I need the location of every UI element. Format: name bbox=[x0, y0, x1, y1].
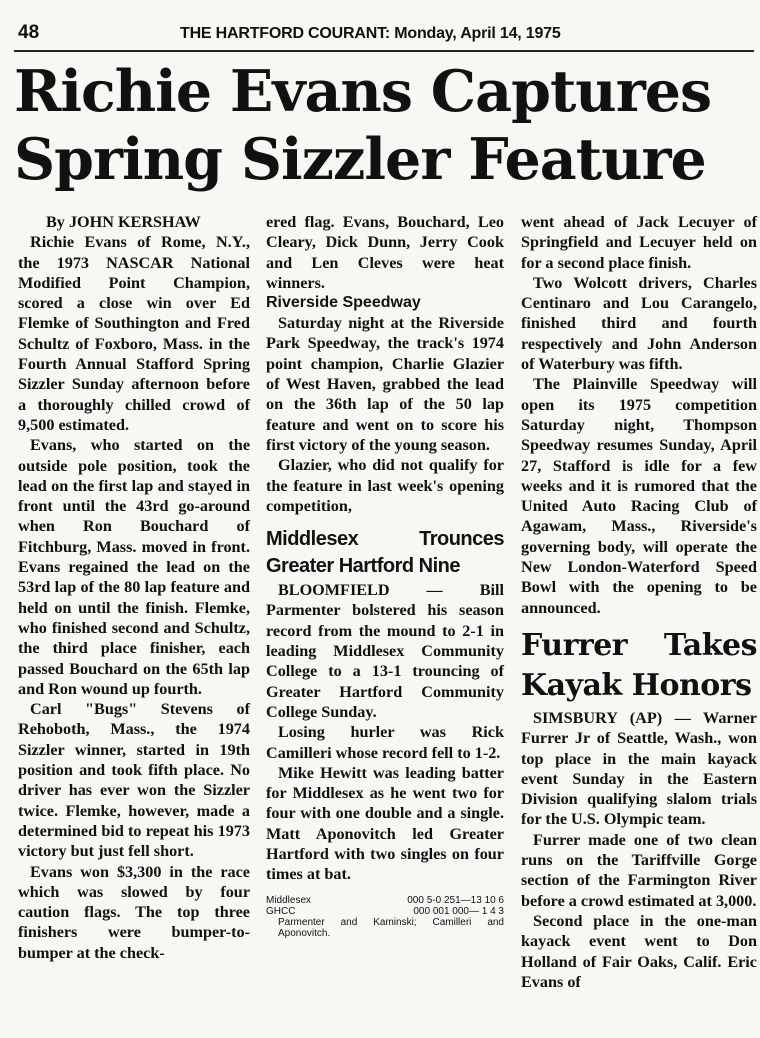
paragraph: BLOOMFIELD — Bill Parmenter bolstered his season record from the mound to 2-1 in leading Middlesex Community College to a 13-1 trouncing of Greater Hartford Community College Sunday. bbox=[266, 581, 504, 721]
paragraph: ered flag. Evans, Bouchard, Leo Cleary, Dick Dunn, Jerry Cook and Len Cleves were heat winners. bbox=[266, 213, 504, 292]
subhead-riverside: Riverside Speedway bbox=[266, 294, 421, 312]
column-3 bbox=[521, 212, 757, 992]
paragraph: Saturday night at the Riverside Park Speedway, the track's 1974 point champion, Charlie Glazier of West Haven, grabbed the lead on the 36th lap of the 50 lap feature and went on to score his first victory of the young season. bbox=[266, 314, 504, 454]
line-score: 000 5-0 251—13 10 6 bbox=[407, 894, 504, 906]
paragraph: Glazier, who did not qualify for the feature in last week's opening competition, bbox=[266, 456, 504, 515]
box-score bbox=[266, 895, 504, 939]
masthead-rule bbox=[14, 50, 754, 52]
team-name: GHCC bbox=[266, 905, 296, 917]
byline: By JOHN KERSHAW bbox=[46, 213, 201, 231]
page-number: 48 bbox=[18, 22, 40, 43]
paragraph: Losing hurler was Rick Camilleri whose record fell to 1-2. bbox=[266, 723, 504, 762]
column-1 bbox=[18, 212, 250, 963]
paragraph: Carl "Bugs" Stevens of Rehoboth, Mass., the 1974 Sizzler winner, started in 19th position and took fifth place. No driver has ever won the Sizzler twice. Flemke, however, made a determined bid to repeat his 1973 victory but just fell short. bbox=[18, 700, 250, 861]
paragraph: Mike Hewitt was leading batter for Middlesex as he went two for four with one double and a single. Matt Aponovitch led Greater Hartford with two singles on four times at bat. bbox=[266, 763, 504, 884]
box-score-row bbox=[266, 906, 504, 917]
paragraph: Evans won $3,300 in the race which was slowed by four caution flags. The top three finishers were bumper-to-bumper at the check- bbox=[18, 862, 250, 962]
line-score: 000 001 000— 1 4 3 bbox=[413, 905, 504, 917]
paragraph: Second place in the one-man kayack event went to Don Holland of Fair Oaks, Calif. Eric Evans of bbox=[521, 911, 757, 991]
batteries: Parmenter and Kaminski; Camilleri and Aponovitch. bbox=[278, 916, 504, 939]
main-headline bbox=[14, 58, 754, 194]
paragraph: went ahead of Jack Lecuyer of Springfield and Lecuyer held on for a second place finish. bbox=[521, 213, 757, 272]
masthead: THE HARTFORD COURANT: Monday, April 14, 1975 bbox=[180, 25, 561, 42]
middlesex-headline: Middlesex Trounces Greater Hartford Nine bbox=[266, 528, 504, 578]
paragraph: The Plainville Speedway will open its 1975 competition Saturday night, Thompson Speedway resumes Sunday, April 27, Stafford is idle for a few weeks and it is rumored that the United Auto Racing Club of Agawam, Mass., Riverside's governing body, will operate the New London-Waterford Speed Bowl with the opening to be announced. bbox=[521, 375, 757, 617]
paragraph: Two Wolcott drivers, Charles Centinaro and Lou Carangelo, finished third and fourth respectively and John Anderson of Waterbury was fifth. bbox=[521, 273, 757, 374]
paragraph: Furrer made one of two clean runs on the Tariffville Gorge section of the Farmington River before a crowd estimated at 3,000. bbox=[521, 830, 757, 910]
headline-line-2: Spring Sizzler Feature bbox=[14, 126, 706, 193]
paragraph: SIMSBURY (AP) — Warner Furrer Jr of Seattle, Wash., won top place in the main kayack event Sunday in the Eastern Division qualifying slalom trials for the U.S. Olympic team. bbox=[521, 708, 757, 829]
box-score-row bbox=[266, 895, 504, 906]
kayak-headline: Furrer Takes Kayak Honors bbox=[521, 627, 757, 703]
column-2 bbox=[266, 212, 504, 939]
headline-line-1: Richie Evans Captures bbox=[14, 58, 712, 125]
paragraph: Evans, who started on the outside pole position, took the lead on the first lap and stayed in front until the 43rd go-around when Ron Bouchard of Fitchburg, Mass. moved in front. Evans regained the lead on the 53rd lap of the 80 lap feature and held on until the finish. Flemke, who finished second and Schultz, the third place finisher, each passed Bouchard on the 65th lap and Ron wound up fourth. bbox=[18, 436, 250, 698]
team-name: Middlesex bbox=[266, 894, 312, 906]
paragraph: Richie Evans of Rome, N.Y., the 1973 NASCAR National Modified Point Champion, scored a close win over Ed Flemke of Southington and Fred Schultz of Foxboro, Mass. in the Fourth Annual Stafford Spring Sizzler Sunday afternoon before a thoroughly chilled crowd of 9,500 estimated. bbox=[18, 233, 250, 434]
